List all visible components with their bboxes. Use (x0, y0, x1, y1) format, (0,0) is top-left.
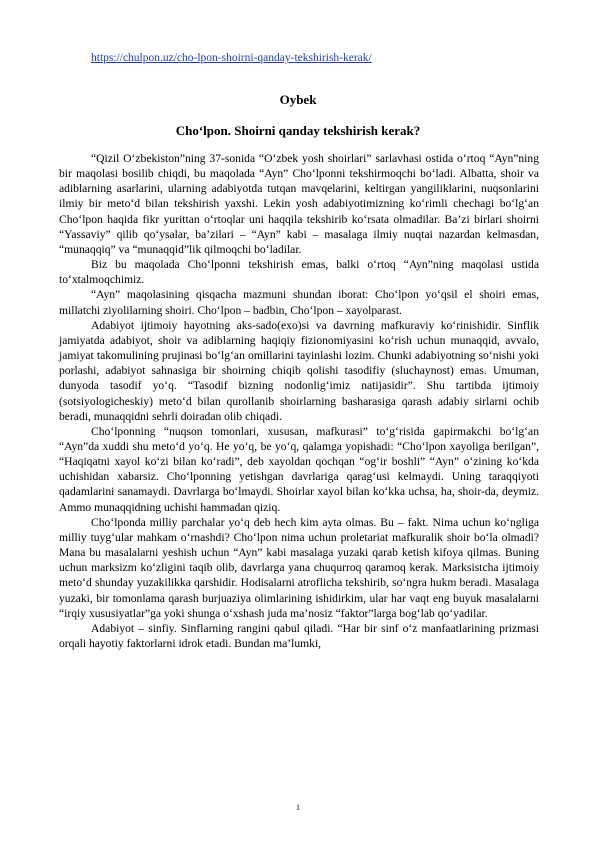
paragraph: “Ayn” maqolasining qisqacha mazmuni shundan iborat: Cho‘lpon yo‘qsil el shoiri emas, millatchi ziyolilarning shoiri. Cho‘lpon – badbin, Cho‘lpon – xayolparast. (59, 288, 539, 317)
article-body (59, 151, 539, 651)
paragraph: Biz bu maqolada Cho‘lponni tekshirish emas, balki o‘rtoq “Ayn”ning maqolasi ustida to‘xtalmoqchimiz. (59, 258, 539, 287)
source-link[interactable]: https://chulpon.uz/cho-lpon-shoirni-qanday-tekshirish-kerak/ (91, 52, 372, 64)
page-number: 1 (296, 803, 300, 812)
paragraph: Adabiyot – sinfiy. Sinflarning rangini qabul qiladi. “Har bir sinf o‘z manfaatlarining prizmasi orqali hayotiy faktorlarni idrok etadi. Bundan ma’lumki, (59, 621, 539, 650)
paragraph: “Qizil O‘zbekiston”ning 37-sonida “O‘zbek yosh shoirlari” sarlavhasi ostida o‘rtoq “Ayn”ning bir maqolasi bosilib chiqdi, bu maqolada “Ayn” Cho‘lponni tekshirmoqchi bo‘ladi. Albatta, shoir va adiblarning asarlarini, ularning adabiyotda tutqan mavqelarini, keltirgan yangiliklarini, nuqsonlarini ilmiy bir metо‘d bilan tekshirish yaxshi. Lekin yosh adabiyotimizning ko‘rimli chechagi bo‘lg‘an Cho‘lpon haqida fikr yurittan o‘rtoqlar uni haqqila tekshirib ko‘rsata olmadilar. Ba’zi birlari shoirni “Yassaviy” qilib qo‘ysalar, ba’zilari – “Ayn” kabi – masalaga ilmiy nuqtai nazardan kelmasdan, “munaqqiq” va “munaqqid”lik qilmoqchi bo‘ladilar. (59, 152, 539, 256)
paragraph: Adabiyot ijtimoiy hayotning aks-sado(exo)si va davrning mafkuraviy ko‘rinishidir. Sinflik jamiyatda adabiyot, shoir va adiblarning haqiqiy fizionomiyasini ko‘rish uchun munaqqid, avvalo, jamiyat takomulining prujinasi bo‘lg‘an omillarini tayinlashi lozim. Chunki adabiyotning so‘nishi yoki porlashi, adabiyot sahnasiga bir shoirning chiqib qolishi tasodifiy (sluchaynost) emas. Umuman, dunyoda tasodif yo‘q. “Tasodif bizning nodonlig‘imiz natijasidir”. Shu tartibda ijtimoiy (sotsiyologicheskiy) metо‘d bilan qurollanib shoirlarning basharasiga qarash adabiy sirlarni ochib beradi, munaqqidni sehrli doiradan olib chiqadi. (59, 318, 539, 423)
article-title: Cho‘lpon. Shoirni qanday tekshirish kerak? (175, 123, 421, 138)
paragraph: Cho‘lponning “nuqson tomonlari, xususan, mafkurasi” to‘g‘risida gapirmakchi bo‘lg‘an “Ayn”da xuddi shu metо‘d yo‘q. He yo‘q, be yo‘q, qalamga yopishadi: “Cho‘lpon xayoliga berilgan”, “Haqiqatni xayol ko‘zi bilan ko‘radi”, deb xayoldan qochqan “og‘ir boshli” “Ayn” o‘zining ko‘kda uchishidan xabarsiz. Cho‘lponning yetishgan davrlariga qarag‘usi kelmaydi. Uning taraqqiyoti qadamlarini sanamaydi. Davrlarga bo‘lmaydi. Shoirlar xayol bilan ko‘kka uchsa, ha, shoir-da, deymiz. Ammo munaqqidning uchishi hammadan qiziq. (59, 424, 539, 514)
article-author: Oybek (279, 92, 317, 107)
paragraph: Cho‘lponda milliy parchalar yo‘q deb hech kim ayta olmas. Bu – fakt. Nima uchun ko‘ngliga milliy tuyg‘ular mahkam o‘rnashdi? Cho‘lpon nima uchun proletariat mafkuralik shoir bo‘la olmadi? Mana bu masalalarni yeshish uchun “Ayn” kabi masalaga yuzaki qarab ketish kifoya qilmas. Buning uchun marksizm ko‘zligini taqib olib, davrlarga yana chuqurroq qaramoq kerak. Marksistcha ijtimoiy metо‘d shunday yuzakilikka qarshidir. Hodisalarni atroflicha tekshirib, so‘ngra hukm beradi. Masalaga yuzaki, bir tomonlama qarash burjuaziya olimlarining ishidirkim, ular har vaqt eng buyuk masalalarni “irqiy xususiyatlar”ga yoki shunga o‘xshash juda ma’nosiz “faktor”larga bog‘lab qo‘yadilar. (59, 515, 539, 620)
